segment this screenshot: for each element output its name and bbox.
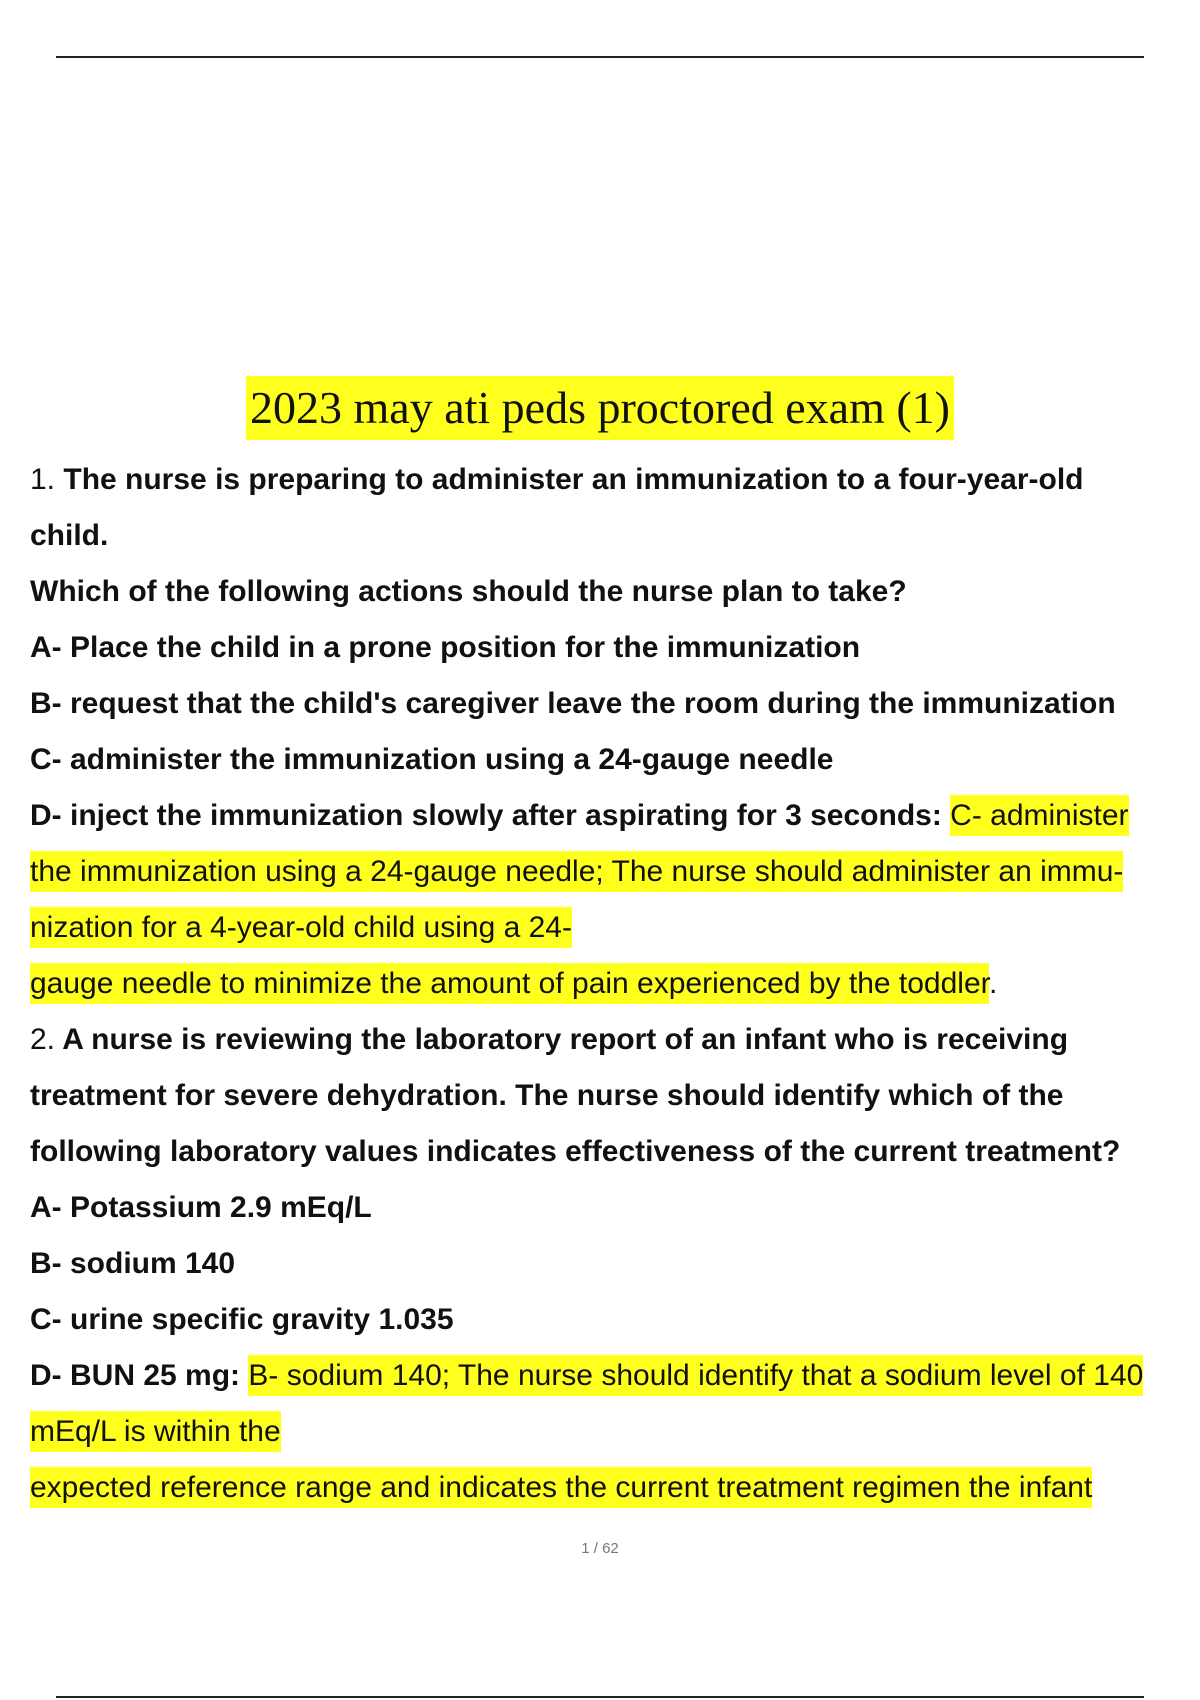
q1-answer-3: nization for a 4-year-old child using a 24- — [30, 907, 572, 948]
q1-option-a: A- Place the child in a prone position for the immunization — [30, 631, 861, 664]
q2-answer-1: B- sodium 140; The nurse should identify that a sodium level of 140 — [248, 1355, 1143, 1396]
q1-option-d: D- inject the immunization slowly after aspirating for 3 seconds: — [30, 799, 951, 832]
document-body — [30, 452, 1200, 1516]
q2-option-d: D- BUN 25 mg: — [30, 1359, 249, 1392]
q2-answer-2: mEq/L is within the — [30, 1411, 281, 1452]
q2-stem-text-1: A nurse is reviewing the laboratory report of an infant who is receiving — [55, 1023, 1069, 1056]
q1-stem-text-1: The nurse is preparing to administer an immunization to a four-year-old — [55, 463, 1084, 496]
q2-stem-line-1 — [30, 1012, 1200, 1068]
q2-answer-line-3 — [30, 1460, 1200, 1516]
q1-answer-2: the immunization using a 24-gauge needle; The nurse should administer an immu- — [30, 851, 1123, 892]
q2-stem-line-3: following laboratory values indicates effectiveness of the current treatment? — [30, 1135, 1121, 1168]
q1-answer-1: C- administer — [950, 795, 1128, 836]
q1-answer-line-2 — [30, 844, 1200, 900]
q1-answer-4: gauge needle to minimize the amount of pain experienced by the toddler — [30, 963, 989, 1004]
title-container — [0, 376, 1200, 440]
q2-stem-line-2: treatment for severe dehydration. The nurse should identify which of the — [30, 1079, 1064, 1112]
q1-answer-end: . — [988, 967, 998, 1000]
bottom-rule — [56, 1696, 1144, 1698]
q1-stem-line-2: child. — [30, 519, 109, 552]
q2-option-a: A- Potassium 2.9 mEq/L — [30, 1191, 372, 1224]
q2-number: 2. — [30, 1023, 56, 1056]
q1-answer-line-4 — [30, 956, 1200, 1012]
q2-option-b: B- sodium 140 — [30, 1247, 236, 1280]
q2-option-c: C- urine specific gravity 1.035 — [30, 1303, 454, 1336]
q2-option-d-line — [30, 1348, 1200, 1404]
q2-answer-line-2 — [30, 1404, 1200, 1460]
q2-answer-3: expected reference range and indicates the current treatment regimen the infant — [30, 1467, 1092, 1508]
q1-number: 1. — [30, 463, 56, 496]
q1-option-b: B- request that the child's caregiver leave the room during the immunization — [30, 687, 1116, 720]
q1-option-c: C- administer the immunization using a 24-gauge needle — [30, 743, 834, 776]
q1-stem-line-1 — [30, 452, 1200, 508]
top-rule — [56, 56, 1144, 58]
page-indicator: 1 / 62 — [581, 1540, 619, 1557]
q1-answer-line-3 — [30, 900, 1200, 956]
q1-option-d-line — [30, 788, 1200, 844]
q1-prompt: Which of the following actions should the nurse plan to take? — [30, 575, 907, 608]
document-title: 2023 may ati peds proctored exam (1) — [246, 376, 954, 440]
